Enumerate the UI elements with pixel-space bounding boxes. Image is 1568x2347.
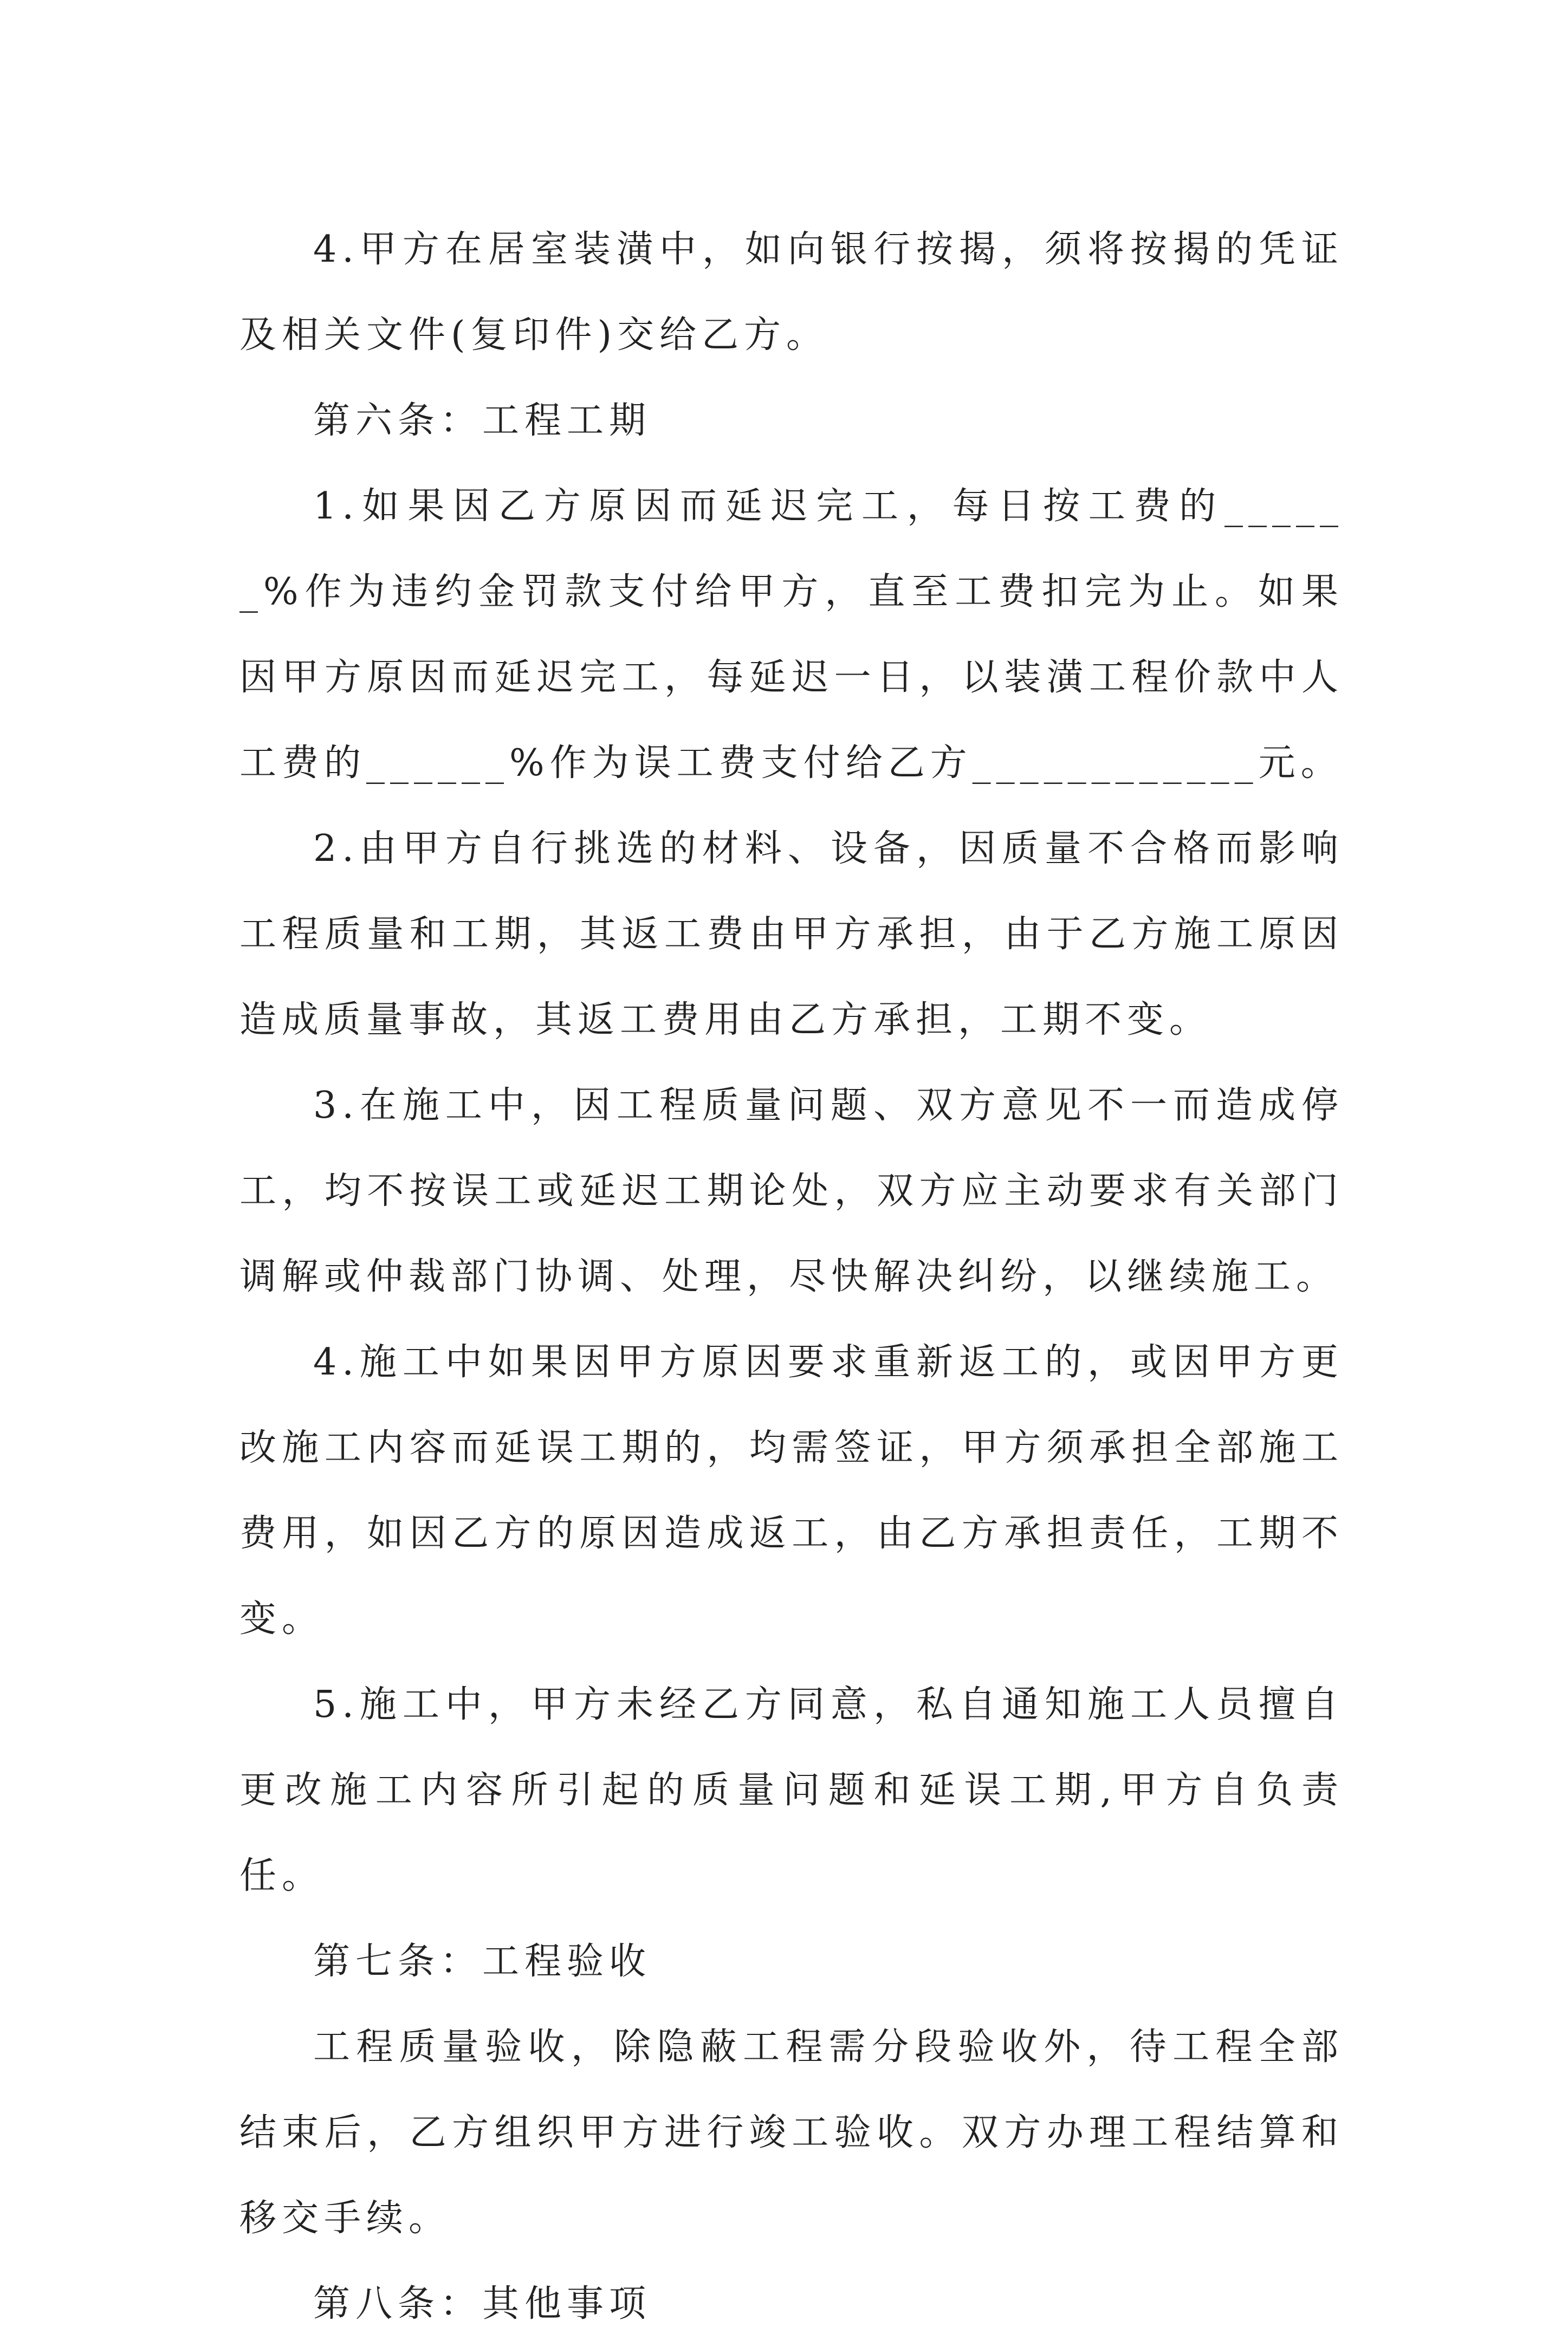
paragraph-delay-penalty: 1.如果因乙方原因而延迟完工，每日按工费的______%作为违约金罚款支付给甲方，直至工费扣完为止。如果因甲方原因而延迟完工，每延迟一日，以装潢工程价款中人工费的______%作为误工费支付给乙方____________元。	[239, 485, 1344, 785]
document-body	[239, 207, 1344, 2347]
paragraph-mortgage-documents: 4.甲方在居室装潢中，如向银行按揭，须将按揭的凭证及相关文件(复印件)交给乙方。	[239, 228, 1344, 356]
paragraph-material-quality: 2.由甲方自行挑选的材料、设备，因质量不合格而影响工程质量和工期，其返工费由甲方承担，由于乙方施工原因造成质量事故，其返工费用由乙方承担，工期不变。	[239, 827, 1344, 1041]
section-heading-article-7: 第七条：工程验收	[313, 1940, 652, 1983]
section-heading-article-8: 第八条：其他事项	[313, 2283, 652, 2325]
section-heading-article-6: 第六条：工程工期	[313, 399, 652, 442]
paragraph-acceptance: 工程质量验收，除隐蔽工程需分段验收外，待工程全部结束后，乙方组织甲方进行竣工验收。双方办理工程结算和移交手续。	[239, 2026, 1344, 2240]
paragraph-rework: 4.施工中如果因甲方原因要求重新返工的，或因甲方更改施工内容而延误工期的，均需签证，甲方须承担全部施工费用，如因乙方的原因造成返工，由乙方承担责任，工期不变。	[239, 1341, 1344, 1641]
paragraph-dispute-resolution: 3.在施工中，因工程质量问题、双方意见不一而造成停工，均不按误工或延迟工期论处，双方应主动要求有关部门调解或仲裁部门协调、处理，尽快解决纠纷，以继续施工。	[239, 1084, 1344, 1298]
paragraph-unauthorized-changes: 5.施工中，甲方未经乙方同意，私自通知施工人员擅自更改施工内容所引起的质量问题和延误工期,甲方自负责任。	[239, 1683, 1344, 1897]
